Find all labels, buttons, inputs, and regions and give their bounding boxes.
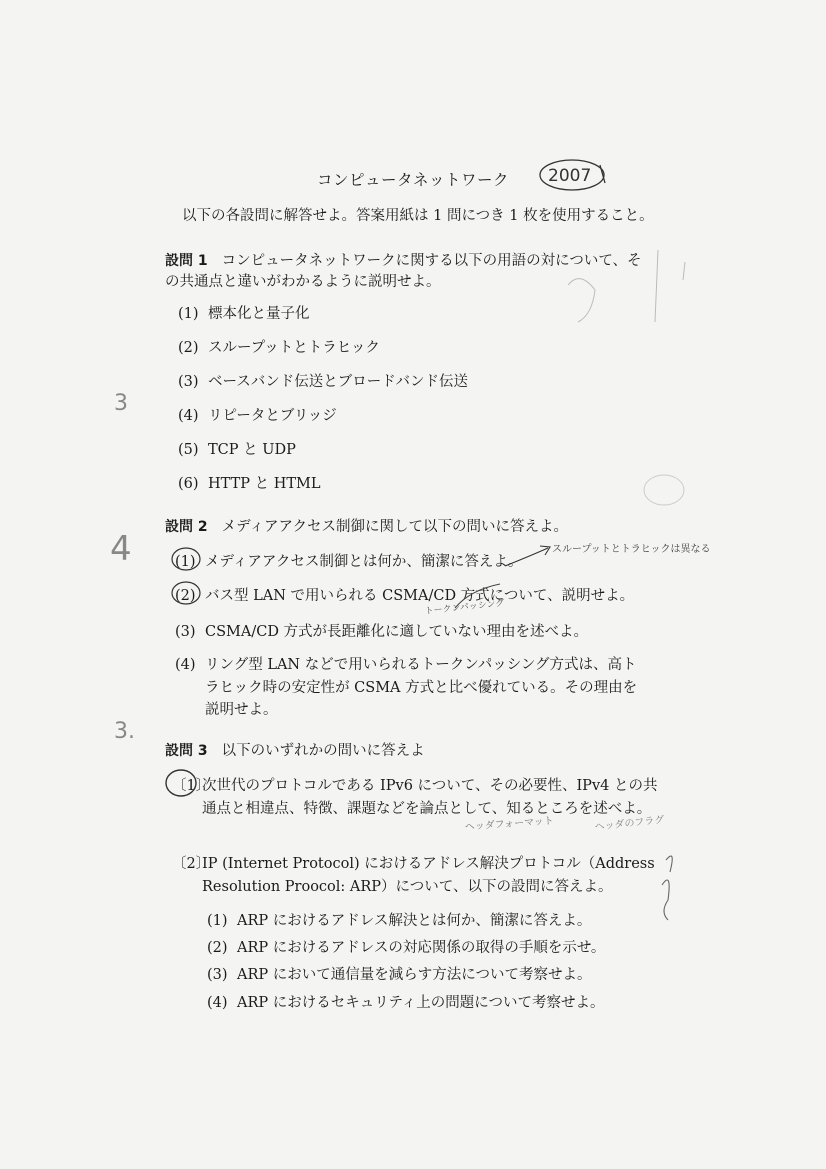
q2-item: (4) リング型 LAN などで用いられるトークンパッシング方式は、高ト (175, 657, 637, 673)
q3-option-1: 〔1〕次世代のプロトコルである IPv6 について、その必要性、IPv4 との共 (172, 778, 658, 794)
q3-heading (165, 739, 425, 760)
q3-text: 以下のいずれかの問いに答えよ (221, 743, 425, 759)
margin-note: ヘッダフォーマット (464, 815, 555, 833)
scribble-mark (662, 856, 672, 920)
q3-sub-item: (2) ARP におけるアドレスの対応関係の取得の手順を示せ。 (207, 940, 606, 956)
instructions: 以下の各設問に解答せよ。答案用紙は 1 問につき 1 枚を使用すること。 (182, 208, 654, 224)
q3-option-1-line2: 通点と相違点、特徴、課題などを論点として、知るところを述べよ。 (202, 801, 652, 817)
faint-mark (655, 250, 685, 322)
q3-sub-item: (4) ARP におけるセキュリティ上の問題について考察せよ。 (207, 995, 605, 1011)
q1-item: (4) リピータとブリッジ (178, 408, 337, 424)
q2-label: 設問 2 (165, 519, 208, 535)
margin-score: 4 (110, 529, 132, 569)
margin-note: トークンパッシング (424, 598, 505, 617)
q3-sub-item: (3) ARP において通信量を減らす方法について考察せよ。 (207, 967, 592, 983)
q2-item-4-line3: 説明せよ。 (205, 702, 278, 718)
q1-item: (6) HTTP と HTML (178, 476, 321, 492)
q1-item: (3) ベースバンド伝送とブロードバンド伝送 (178, 374, 468, 390)
q2-item: (2) バス型 LAN で用いられる CSMA/CD 方式について、説明せよ。 (175, 588, 635, 604)
q1-item: (1) 標本化と量子化 (178, 306, 310, 322)
margin-score: 3 (114, 391, 128, 416)
q2-heading (165, 515, 568, 536)
q2-text: メディアアクセス制御に関して以下の問いに答えよ。 (221, 519, 569, 535)
q1-text-line1: コンピュータネットワークに関する以下の用語の対について、そ (221, 253, 642, 269)
faint-circle (644, 475, 684, 505)
q3-option-2: 〔2〕IP (Internet Protocol) におけるアドレス解決プロトコル（Address (172, 856, 655, 872)
page-title: コンピュータネットワーク (316, 171, 509, 189)
year-note: 2007 (548, 166, 592, 186)
q3-sub-item: (1) ARP におけるアドレス解決とは何か、簡潔に答えよ。 (207, 913, 592, 929)
margin-note: スループットとトラヒックは異なる (552, 544, 711, 555)
q2-item: (1) メディアアクセス制御とは何か、簡潔に答えよ。 (175, 554, 523, 570)
q1-label: 設問 1 (165, 253, 208, 269)
q1-heading (165, 249, 642, 270)
q3-label: 設問 3 (165, 743, 208, 759)
q2-item-4-line2: ラヒック時の安定性が CSMA 方式と比べ優れている。その理由を (205, 680, 638, 696)
q2-item: (3) CSMA/CD 方式が長距離化に適していない理由を述べよ。 (175, 624, 589, 640)
margin-note: ヘッダのフラグ (594, 814, 665, 833)
margin-score: 3. (114, 719, 135, 744)
q3-option-2-line2: Resolution Proocol: ARP）について、以下の設問に答えよ。 (202, 879, 613, 895)
q1-item: (2) スループットとトラヒック (178, 340, 380, 356)
faint-mark (568, 279, 595, 322)
q1-text-line2: の共通点と違いがわかるように説明せよ。 (165, 274, 441, 290)
q1-item: (5) TCP と UDP (178, 442, 296, 458)
